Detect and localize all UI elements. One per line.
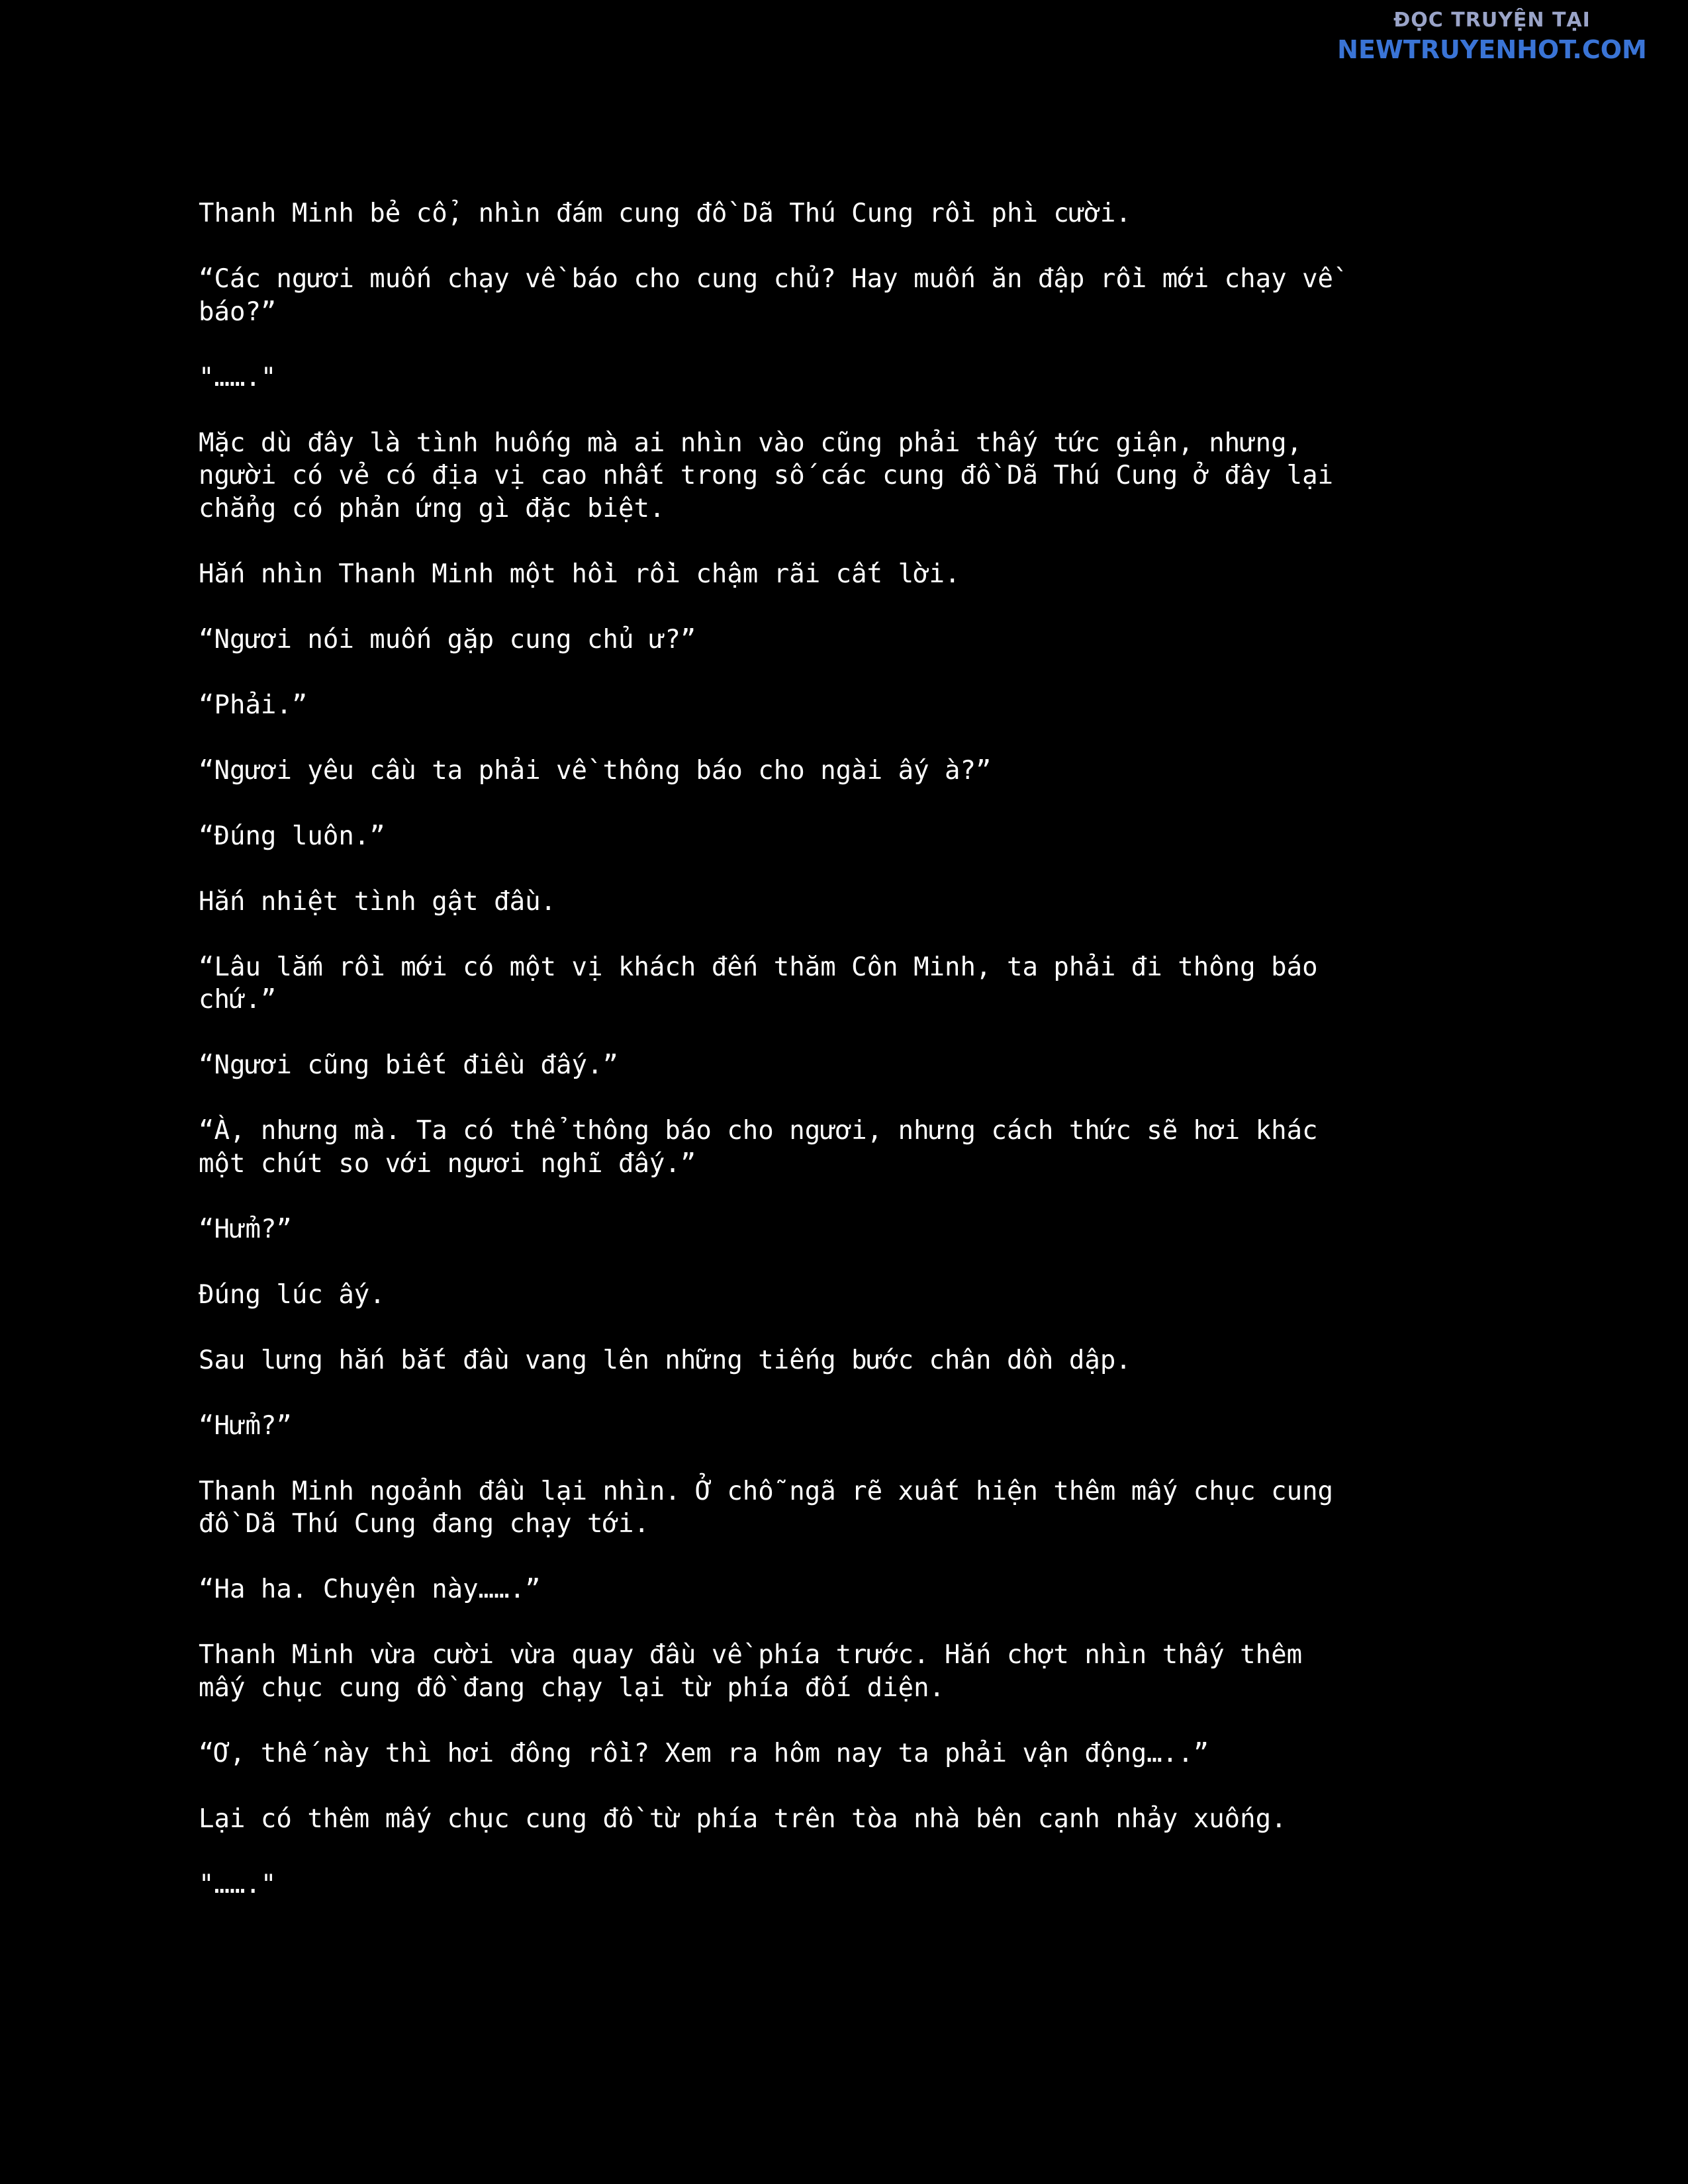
story-paragraph (199, 1737, 1489, 1770)
story-paragraph (199, 689, 1489, 722)
paragraph-line: “Ơ, thế này thì hơi đông rồi? Xem ra hôm nay ta phải vận động…..” (199, 1738, 1209, 1768)
story-paragraph (199, 427, 1489, 525)
story-paragraph (199, 623, 1489, 657)
story-paragraph (199, 1803, 1489, 1836)
site-watermark (1320, 11, 1664, 62)
story-paragraph (199, 361, 1489, 394)
paragraph-line: "……." (199, 1869, 277, 1899)
story-paragraph (199, 820, 1489, 853)
story-paragraph (199, 951, 1489, 1017)
story-paragraph (199, 197, 1489, 230)
paragraph-line: “Ha ha. Chuyện này…….” (199, 1574, 541, 1604)
story-paragraph (199, 558, 1489, 591)
paragraph-line: “Các ngươi muốn chạy về báo cho cung chủ? Hay muốn ăn đập rồi mới chạy về (199, 264, 1334, 294)
story-paragraph (199, 1115, 1489, 1180)
paragraph-line: “Đúng luôn.” (199, 821, 385, 851)
story-paragraph (199, 754, 1489, 788)
paragraph-line: mấy chục cung đồ đang chạy lại từ phía đối diện. (199, 1672, 945, 1703)
paragraph-line: Hắn nhìn Thanh Minh một hồi rồi chậm rãi cất lời. (199, 559, 961, 589)
watermark-tagline: ĐỌC TRUYỆN TẠI (1393, 9, 1591, 32)
paragraph-line: “Ngươi yêu cầu ta phải về thông báo cho ngài ấy à?” (199, 755, 992, 786)
paragraph-line: Thanh Minh vừa cười vừa quay đầu về phía trước. Hắn chợt nhìn thấy thêm (199, 1640, 1303, 1670)
story-paragraph (199, 886, 1489, 919)
paragraph-line: Đúng lúc ấy. (199, 1279, 385, 1310)
paragraph-line: đồ Dã Thú Cung đang chạy tới. (199, 1509, 649, 1539)
story-paragraph (199, 1410, 1489, 1443)
story-paragraph (199, 1639, 1489, 1704)
paragraph-line: “Hửm?” (199, 1410, 292, 1441)
paragraph-line: Mặc dù đây là tình huống mà ai nhìn vào cũng phải thấy tức giận, nhưng, (199, 428, 1303, 458)
paragraph-line: “Ngươi nói muốn gặp cung chủ ư?” (199, 624, 696, 655)
paragraph-line: người có vẻ có địa vị cao nhất trong số các cung đồ Dã Thú Cung ở đây lại (199, 461, 1334, 490)
paragraph-line: “Lâu lắm rồi mới có một vị khách đến thăm Côn Minh, ta phải đi thông báo (199, 952, 1318, 982)
story-paragraph (199, 1279, 1489, 1312)
story-paragraph (199, 1475, 1489, 1541)
story-paragraph (199, 1344, 1489, 1377)
story-paragraph (199, 1868, 1489, 1901)
paragraph-line: “Hửm?” (199, 1214, 292, 1244)
paragraph-line: chứ.” (199, 985, 277, 1015)
paragraph-line: Sau lưng hắn bắt đầu vang lên những tiếng bước chân dồn dập. (199, 1345, 1131, 1375)
paragraph-line: Thanh Minh ngoảnh đầu lại nhìn. Ở chỗ ngã rẽ xuất hiện thêm mấy chục cung (199, 1476, 1334, 1506)
story-paragraph (199, 1573, 1489, 1606)
paragraph-line: một chút so với ngươi nghĩ đấy.” (199, 1148, 696, 1179)
paragraph-line: Lại có thêm mấy chục cung đồ từ phía trên tòa nhà bên cạnh nhảy xuống. (199, 1803, 1287, 1834)
paragraph-line: “Phải.” (199, 690, 308, 720)
story-paragraph (199, 1049, 1489, 1082)
story-paragraph (199, 263, 1489, 328)
paragraph-line: Thanh Minh bẻ cổ, nhìn đám cung đồ Dã Thú Cung rồi phì cười. (199, 199, 1131, 228)
paragraph-line: “Ngươi cũng biết điều đấy.” (199, 1050, 618, 1080)
paragraph-line: “À, nhưng mà. Ta có thể thông báo cho ngươi, nhưng cách thức sẽ hơi khác (199, 1116, 1318, 1146)
watermark-site-name: NEWTRUYENHOT.COM (1337, 35, 1647, 64)
story-text-body (199, 197, 1489, 1934)
paragraph-line: "……." (199, 362, 277, 392)
paragraph-line: báo?” (199, 296, 277, 327)
paragraph-line: chẳng có phản ứng gì đặc biệt. (199, 493, 665, 523)
paragraph-line: Hắn nhiệt tình gật đầu. (199, 886, 557, 917)
story-paragraph (199, 1213, 1489, 1246)
